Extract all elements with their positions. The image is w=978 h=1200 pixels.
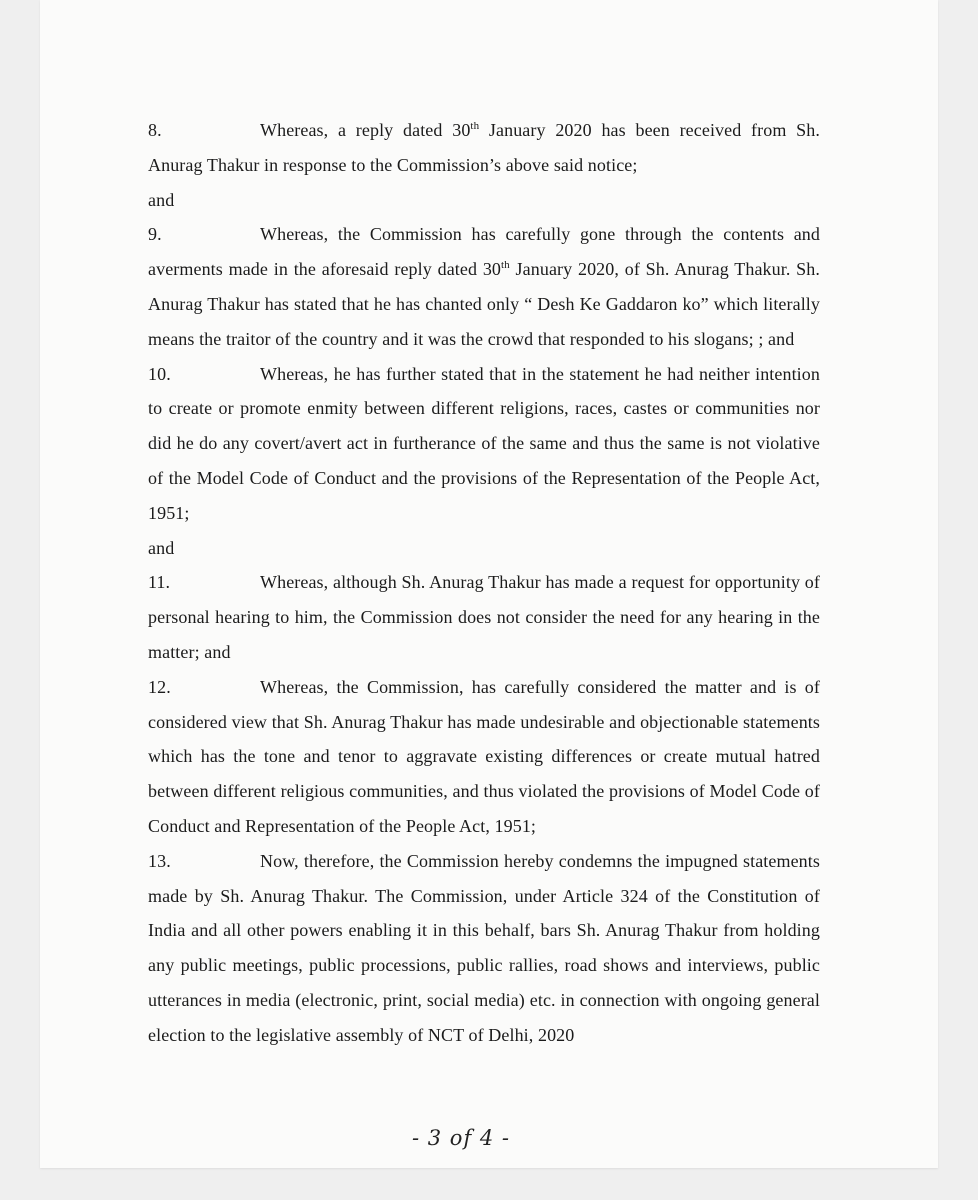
paragraph-number: 8. — [148, 120, 162, 140]
paragraph-number: 11. — [148, 572, 171, 593]
paragraph-10 — [148, 357, 820, 531]
paragraph-11 — [148, 565, 820, 669]
paragraph-text: Whereas, a reply dated 30 — [260, 120, 471, 140]
paragraph-13 — [148, 844, 820, 1053]
paragraph-9 — [148, 217, 820, 356]
ordinal-suffix: th — [501, 259, 510, 272]
ordinal-suffix: th — [470, 120, 480, 132]
paragraph-number: 10. — [148, 363, 171, 384]
paragraph-text: Now, therefore, the Commission hereby condemns the impugned statements made by Sh. Anurag Thakur. The Commission, under Article 324 of the Constitution of India and all other powers enabling it in this behalf, bars Sh. Anurag Thakur from holding any public meetings, public processions, public rallies, road shows and interviews, public utterances in media (electronic, print, social media) etc. in connection with ongoing general election to the legislative assembly of NCT of Delhi, 2020 — [148, 850, 820, 1045]
paragraph-8 — [148, 113, 820, 183]
paragraph-number: 12. — [148, 676, 171, 697]
paragraph-12 — [148, 670, 820, 844]
page-number: - 3 of 4 - — [412, 1126, 511, 1150]
paragraph-text: January 2020, of Sh. Anurag Thakur. Sh. Anurag Thakur has stated that he has chanted only “ Desh Ke Gaddaron ko” which literally means the traitor of the country and it was the crowd that responded to his slogans; ; and — [148, 259, 820, 349]
paragraph-number: 13. — [148, 850, 171, 871]
paragraph-text: January 2020 has been received from Sh. Anurag Thakur in response to the Commission’s above said notice; — [148, 120, 820, 175]
paragraph-tail: and — [148, 189, 175, 210]
paragraph-tail: and — [148, 537, 175, 558]
paragraph-text: Whereas, he has further stated that in the statement he had neither intention to create or promote enmity between different religions, races, castes or communities nor did he do any covert/avert act in furtherance of the same and thus the same is not violative of the Model Code of Conduct and the provisions of the Representation of the People Act, 1951; — [148, 363, 820, 523]
document-body — [148, 113, 820, 1053]
paragraph-text: Whereas, the Commission, has carefully considered the matter and is of considered view that Sh. Anurag Thakur has made undesirable and objectionable statements which has the tone and tenor to aggravate existing differences or create mutual hatred between different religious communities, and thus violated the provisions of Model Code of Conduct and Representation of the People Act, 1951; — [148, 676, 820, 836]
paragraph-text: Whereas, although Sh. Anurag Thakur has made a request for opportunity of personal hearing to him, the Commission does not consider the need for any hearing in the matter; and — [148, 572, 820, 662]
paragraph-number: 9. — [148, 224, 162, 245]
paragraph-text: Whereas, the Commission has carefully gone through the contents and averments made in the aforesaid reply dated 30 — [148, 224, 820, 280]
